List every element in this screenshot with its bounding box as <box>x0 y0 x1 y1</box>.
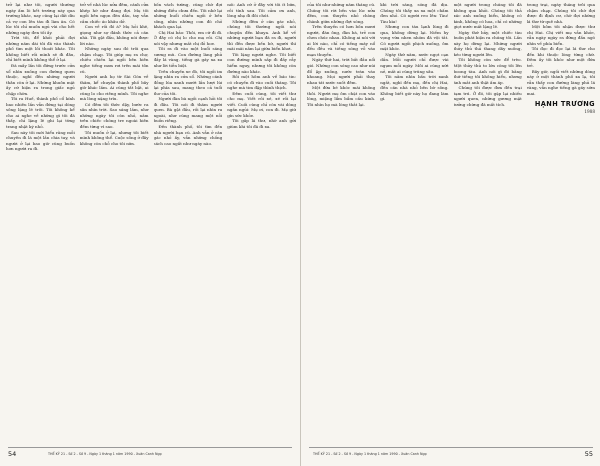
running-head-right: THẾ KỶ 21 - Số 2 - Số 9 - Ngày 1 tháng 1 năm 1990 - Xuân Canh Ngọ <box>313 452 427 456</box>
paragraph: Tôi đọc đi đọc lại lá thư cho đến khi thuộc lòng từng chữ. Đêm ấy tôi khóc như một đứa trẻ. <box>526 46 595 69</box>
paragraph: Một đứa bé khóc mãi không thôi. Người mẹ ôm chặt con vào lòng, miệng lẩm bẩm cầu kinh. Tôi nhìn họ mà lòng thắt lại. <box>307 85 376 107</box>
paragraph: Trên thuyền có hơn bốn mươi người, đàn ông, đàn bà, trẻ con chen chúc nhau. Không ai nói với ai lời nào, chỉ có tiếng máy nổ đều đều và tiếng sóng vỗ vào mạn thuyền. <box>307 24 376 57</box>
text-column <box>80 2 149 442</box>
paragraph: Ngày thứ hai, trời bắt đầu nổi gió. Những con sóng cao như núi đổ ập xuống, nước tràn vào khoang. Mọi người phải thay nhau tát nước suốt đêm. <box>307 57 376 85</box>
text-column <box>154 2 223 442</box>
paragraph: Chúng tôi được đưa đến trại tạm trú. Ở đó, tôi gặp lại nhiều người quen, những gương mặt tưởng chừng đã mất tích. <box>453 85 522 107</box>
paragraph: Đã mấy lần tôi đứng trước cửa sổ nhìn xuống con đường quen thuộc, nghĩ đến những người thân còn ở lại. Những khuôn mặt ấy cứ hiện ra trong giấc ngủ chập chờn. <box>6 63 75 96</box>
text-column <box>227 2 296 442</box>
paragraph: Bây giờ, ngồi viết những dòng này ở một thành phố xa lạ, tôi vẫn thấy con đường làng phủ lá vàng, vẫn nghe tiếng gà gáy sớm mai. <box>526 68 595 96</box>
paragraph: Người đàn bà ngồi cạnh hỏi tôi đi đâu. Tôi nói đi thăm người quen. Bà gật đầu, rồi lại nhìn ra ngoài, như cũng mang một nỗi buồn riêng. <box>153 96 223 124</box>
paragraph: Những ngày sau đó trôi qua chậm chạp. Tôi giúp mẹ ra chợ, chiều chiều lại ngồi bên hiên nghe tiếng mưa rơi trên mái tôn cũ. <box>79 46 149 74</box>
paragraph: Đến thành phố, tôi tìm đến nhà người bạn cũ. Anh vẫn ở căn gác nhỏ ấy, vẫn những chồng sách cao ngất như ngày nào. <box>153 124 223 146</box>
paragraph: Sau này tôi mới hiểu rằng mỗi chuyến đi là một lần chia tay, và người ở lại bao giờ cũng buồn hơn người ra đi. <box>6 129 75 152</box>
paragraph: Chị Hai bảo: Thôi, em cứ đi đi. Ở đây có chị lo cho mẹ rồi. Chị nói vậy nhưng mắt chị đỏ hoe. <box>153 29 223 46</box>
paragraph: Tôi nằm nhìn bầu trời xanh ngắt, nghĩ đến mẹ, đến chị Hai, đến căn nhà nhỏ bên bờ sông. Không biết giờ này họ đang làm gì. <box>380 74 449 102</box>
paragraph: Người anh họ từ Sài Gòn về thăm, kể chuyện thành phố bây giờ khác lắm. Ai cũng tất bật, ai cũng lo cho riêng mình. Tôi nghe mà lòng nặng trĩu. <box>79 74 149 102</box>
paragraph: Có đêm tôi thức dậy, bước ra sân nhìn trời. Sao sáng lắm, như những ngày tôi còn nhỏ, nằm trên chiếc chõng tre ngoài hiên đếm từng vì sao. <box>79 101 149 130</box>
text-column <box>307 2 375 442</box>
paragraph: Trên chuyến xe đò, tôi ngồi im lặng nhìn ra cửa sổ. Những cánh đồng lúa xanh mướt lần lượt lùi lại phía sau, mang theo cả tuổi thơ của tôi. <box>153 68 223 96</box>
paragraph: Ngày thứ năm, nước ngọt cạn dần. Mỗi người chỉ được vài ngụm mỗi ngày. Môi ai cũng nứt nẻ, mắt ai cũng trũng sâu. <box>380 51 449 74</box>
paragraph: Tôi gấp lá thư, nhờ anh gửi giùm khi tôi đã đi xa. <box>227 118 296 130</box>
text-column <box>380 2 448 442</box>
paragraph: Tôi ra đi vào một buổi sáng sương mù. Con đường làng phủ đầy lá vàng, tiếng gà gáy xa xa như lời tiễn biệt. <box>153 46 223 69</box>
paragraph: nói: Anh cứ ở đây với tôi ít bữa, rồi tính sau. Tôi cảm ơn anh, lòng nhẹ đi đôi chút. <box>227 2 296 19</box>
text-column <box>527 2 595 442</box>
paragraph: trở lại như tôi, người thường ngày ấm lò hết trường này qua trường khác, nay cũng lại dắt díu cả vợ con lên tàu đi làm ăn. Có lúc tôi chỉ muốn ngủ vùi cho hết những ngày đen tối ấy. <box>6 2 75 35</box>
paragraph: trong trại, ngày tháng trôi qua chậm chạp. Chúng tôi chờ đợi được đi định cư, chờ đợi những lá thư từ quê nhà. <box>526 2 595 24</box>
right-page <box>300 0 600 466</box>
paragraph: Tôi không còn sức để trèo. Một thủy thủ to lớn cõng tôi lên boong tàu. Anh nói gì đó bằng thứ tiếng tôi không hiểu, nhưng ánh mắt anh thật ấm áp. <box>453 57 522 85</box>
right-columns <box>307 2 595 442</box>
paragraph: của tôi như những năm tháng cũ. Chúng tôi rời bến vào lúc nửa đêm, con thuyền nhỏ chòng chành giữa những đợt sóng. <box>307 2 376 24</box>
paragraph: Tôi ra Huế, thành phố cổ kính bao nhiêu lần vẫn đứng tại dòng sông lặng lẽ trôi. Tôi không kể cho ai nghe về những gì tôi đã thấy, chỉ lặng lẽ ghi lại từng trang nhật ký nhỏ. <box>6 96 75 130</box>
paragraph: một người trong chúng tôi đã không qua khỏi. Chúng tôi thả xác anh xuống biển, không có kinh, không có hoa, chỉ có những giọt nước mắt lặng lẽ. <box>453 2 522 30</box>
paragraph: Những đêm ở căn gác nhỏ, chúng tôi thường ngồi nói chuyện đến khuya. Anh kể về những người bạn đã ra đi, người thì đến được bến bờ, người thì mãi mãi nằm lại giữa biển khơi. <box>227 18 296 52</box>
paragraph: Ngày thứ bảy, một chiếc tàu buôn phát hiện ra chúng tôi. Lần này họ dừng lại. Những người thủy thủ thả thang dây xuống, kéo từng người lên. <box>453 29 522 57</box>
author-signature: HẠNH TRƯƠNG <box>534 100 595 109</box>
paragraph: khi trời sáng, sóng đã dịu. Chúng tôi thấy xa xa một chấm đen nhỏ. Có người reo lên: Tàu! Tàu kìa! <box>380 2 449 24</box>
footer-rule-right <box>309 447 593 448</box>
paragraph: trở về nhà lúc nửa đêm, cánh cửa khép hờ như đang đợi. Mẹ tôi ngồi bên ngọn đèn dầu, tay vẫn cầm chiếc áo khâu dở. <box>79 2 149 24</box>
page-number-right: 55 <box>584 450 593 458</box>
paragraph: Tôi lặng người nghe. Tôi biết con đường mình sắp đi đầy rẫy hiểm nguy, nhưng tôi không còn đường nào khác. <box>227 51 296 74</box>
running-head-left: THẾ KỶ 21 - Số 2 - Số 9 - Ngày 1 tháng 1 năm 1990 - Xuân Canh Ngọ <box>48 452 162 456</box>
footer-left <box>8 450 292 460</box>
page-number-left: 54 <box>8 450 17 458</box>
paragraph: Con về rồi đó à? Mẹ hỏi khẽ, giọng như sợ đánh thức cả căn nhà. Tôi gật đầu, không nói được lời nào. <box>79 24 149 46</box>
footer-right <box>309 450 593 460</box>
paragraph: Tôi muốn ở lại, nhưng tôi biết mình không thể. Cuộc sống ở đây không còn chỗ cho tôi nữa. <box>79 129 149 146</box>
paragraph: bốn vách tường, cũng chờ đợi những điều chưa đến. Tôi nhớ lại những buổi chiều ngồi ở bến sông, nhìn những con đò chở khách qua lại. <box>153 2 223 30</box>
left-columns <box>6 2 296 442</box>
paragraph: Đêm cuối cùng, tôi viết thư cho mẹ. Viết rồi xé, xé rồi lại viết. Cuối cùng chỉ còn vài dòng ngắn ngủi: Mẹ ơi, con đi. Mẹ giữ gìn sức khỏe. <box>227 90 296 118</box>
footer-rule-left <box>8 447 292 448</box>
paragraph: Rồi một hôm anh về báo tin: có chuyến đi vào cuối tháng. Tôi nghe mà tim đập thình thịch. <box>227 74 296 91</box>
paragraph: Một hôm tôi nhận được thư chị Hai. Chị viết mẹ vẫn khỏe, vẫn ngày ngày ra đứng đầu ngõ nhìn về phía biển. <box>526 24 595 46</box>
text-column <box>454 2 522 442</box>
paragraph: Trời tôi, để khỏi phải đợi những năm dài tôi đã vào thành phố tìm một lối thoát khác. Tôi không biết rồi mình sẽ đi đâu, chỉ biết mình không thể ở lại. <box>6 35 75 63</box>
paragraph: Nhưng con tàu lạnh lùng đi qua, không dừng lại. Niềm hy vọng vừa nhen nhóm đã vội tắt. Có người ngồi phịch xuống, ôm mặt khóc. <box>380 24 449 52</box>
signature-year: 1988 <box>584 108 595 114</box>
text-column <box>6 2 75 442</box>
